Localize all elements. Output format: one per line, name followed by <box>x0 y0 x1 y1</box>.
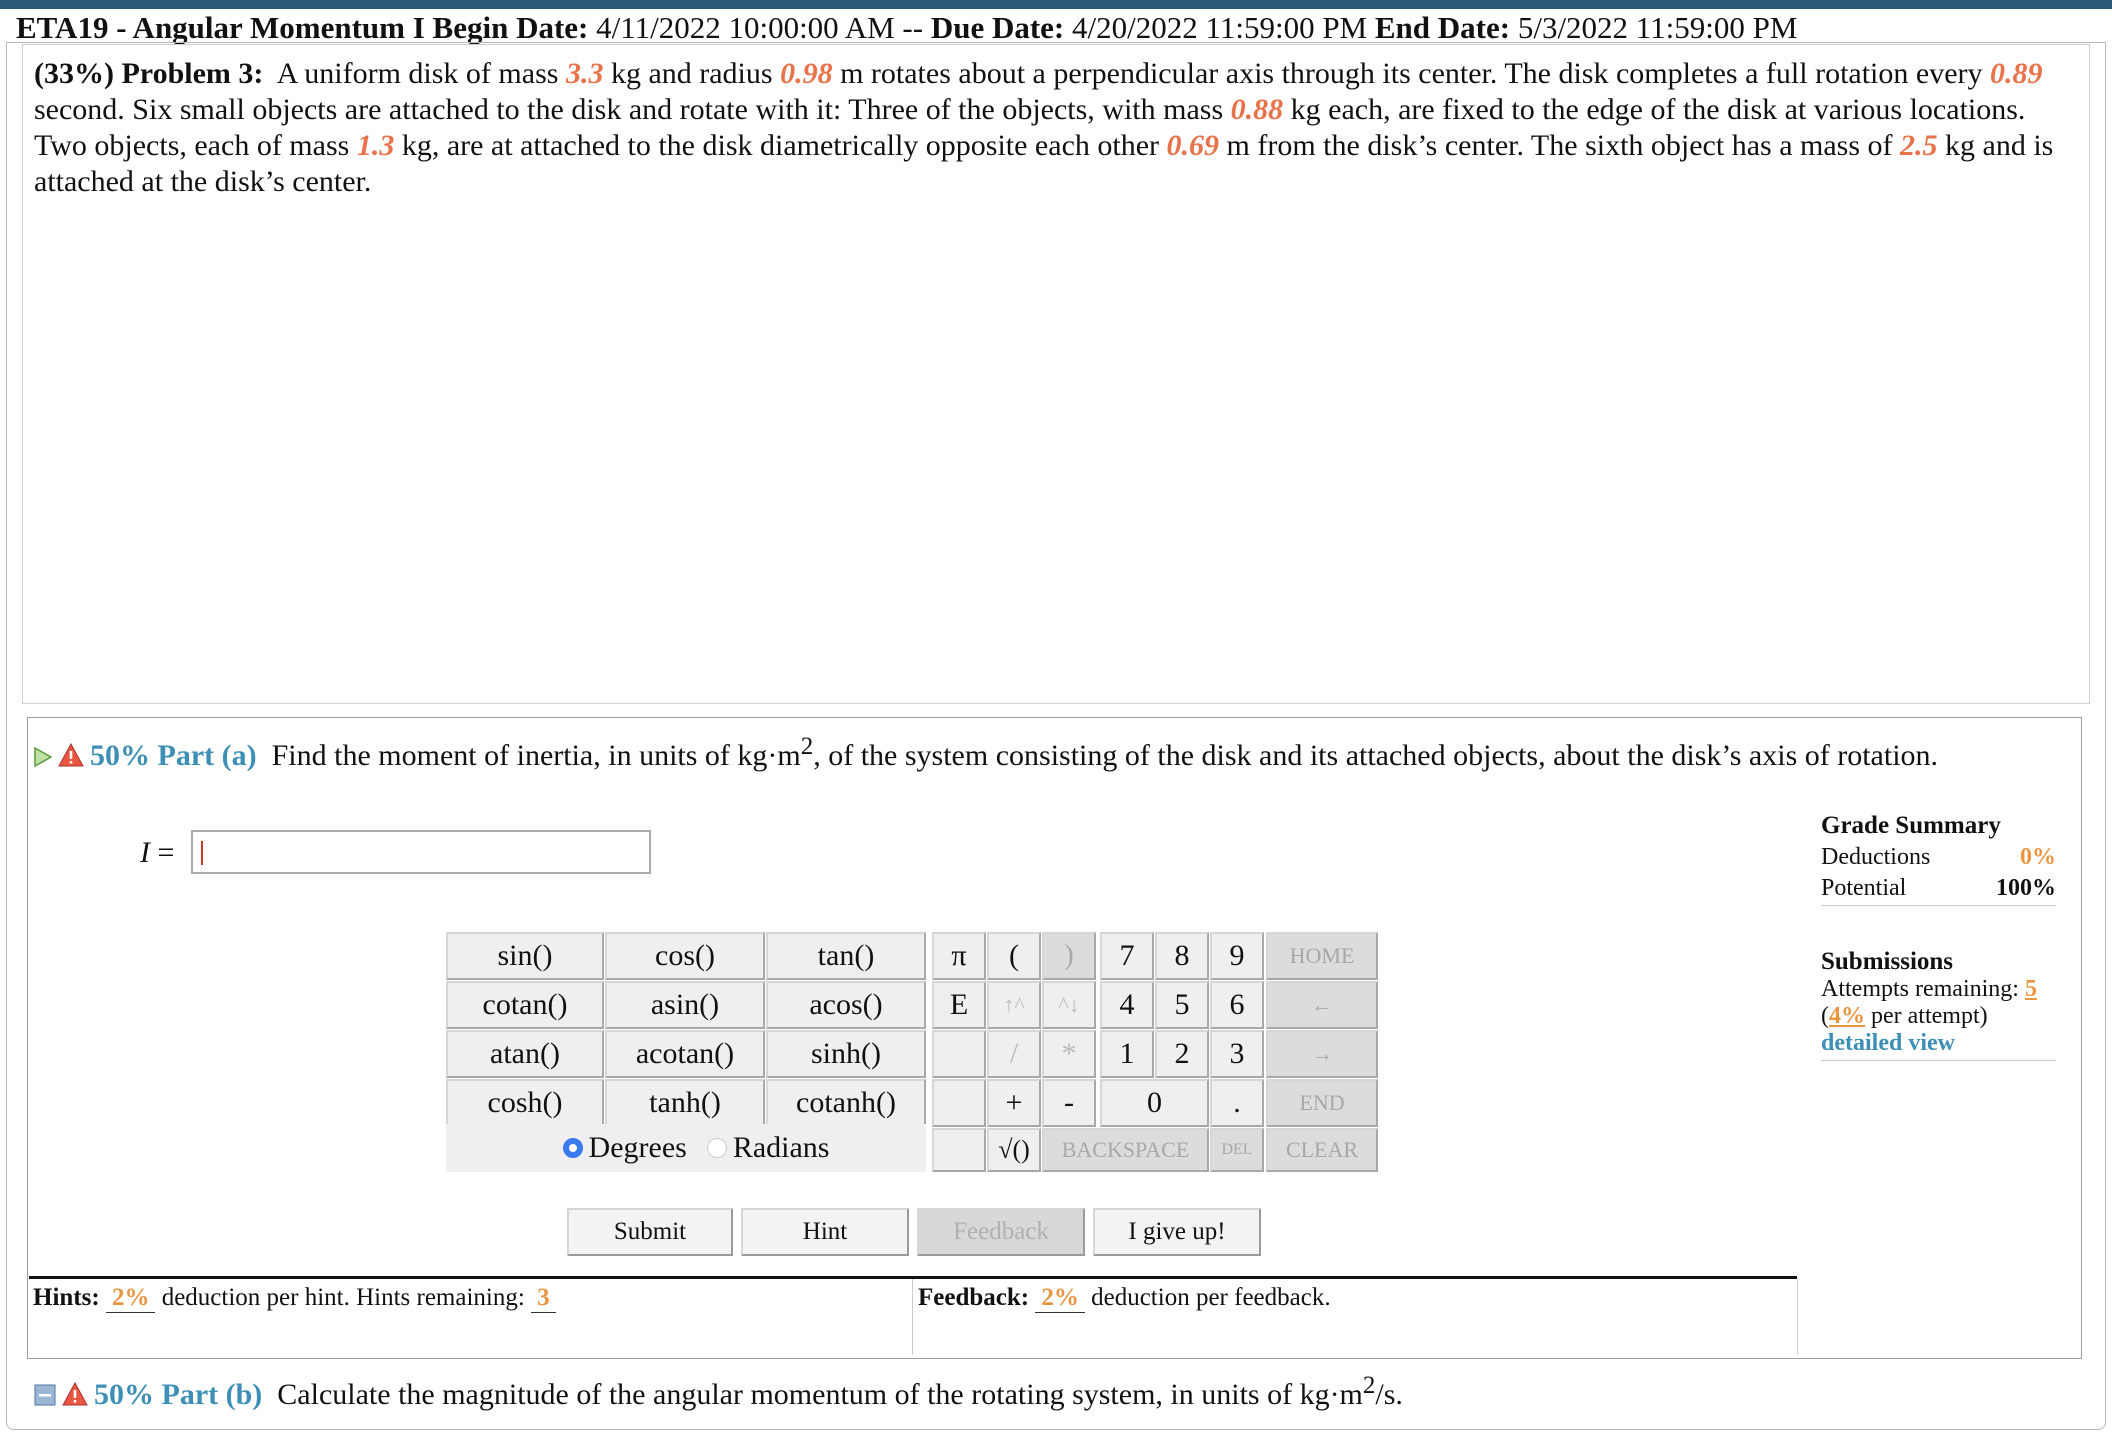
problem-label: Problem 3: <box>121 57 264 90</box>
calc-e[interactable]: E <box>932 981 986 1029</box>
assignment-name: ETA19 - Angular Momentum I <box>16 10 425 45</box>
answer-input[interactable] <box>191 830 651 874</box>
calc-pi[interactable]: π <box>932 932 986 980</box>
calc-divide[interactable]: / <box>987 1030 1041 1078</box>
calc-rparen[interactable]: ) <box>1042 932 1096 980</box>
calc-acos[interactable]: acos() <box>766 981 926 1029</box>
disk-radius-value: 0.98 <box>780 57 833 90</box>
feedback-info: Feedback: 2% deduction per feedback. <box>918 1284 1331 1311</box>
part-b-label: 50% Part (b) <box>94 1378 263 1411</box>
calc-dot[interactable]: . <box>1210 1079 1264 1127</box>
calc-blank-1 <box>932 1030 986 1078</box>
attempts-remaining: Attempts remaining: 5 <box>1821 976 2037 1002</box>
calc-up[interactable]: ↑^ <box>987 981 1041 1029</box>
disk-mass-value: 3.3 <box>565 57 604 90</box>
calc-plus[interactable]: + <box>987 1079 1041 1127</box>
calc-multiply[interactable]: * <box>1042 1030 1096 1078</box>
feedback-button[interactable]: Feedback <box>917 1208 1085 1256</box>
calc-cos[interactable]: cos() <box>605 932 765 980</box>
calc-del[interactable]: DEL <box>1210 1128 1264 1172</box>
text-cursor <box>201 841 203 865</box>
calc-0[interactable]: 0 <box>1100 1079 1209 1127</box>
calc-blank-2 <box>932 1079 986 1127</box>
calc-sin[interactable]: sin() <box>446 932 604 980</box>
calc-2[interactable]: 2 <box>1155 1030 1209 1078</box>
calc-3[interactable]: 3 <box>1210 1030 1264 1078</box>
grade-summary: Grade Summary Deductions 0% Potential 100% Submissions Attempts remaining: 5 (4% per attempt) detailed view <box>1821 812 2056 1067</box>
calc-tanh[interactable]: tanh() <box>605 1079 765 1127</box>
angle-mode: Degrees Radians <box>446 1124 926 1172</box>
submit-button[interactable]: Submit <box>567 1208 733 1256</box>
calc-4[interactable]: 4 <box>1100 981 1154 1029</box>
calc-acotan[interactable]: acotan() <box>605 1030 765 1078</box>
calc-5[interactable]: 5 <box>1155 981 1209 1029</box>
pair-distance-value: 0.69 <box>1166 129 1220 162</box>
warning-icon <box>62 1378 88 1416</box>
assignment-header: ETA19 - Angular Momentum I Begin Date: 4/11/2022 10:00:00 AM -- Due Date: 4/20/2022 11:59:00 PM End Date: 5/3/2022 11:59:00 PM <box>16 10 1798 45</box>
part-a-title: 50% Part (a) Find the moment of inertia, in units of $kg\cdot m^2$, of the system consisting of the disk and its attached objects, about the disk’s axis of rotation. <box>34 728 2044 777</box>
degrees-radio[interactable] <box>563 1138 583 1158</box>
hint-button[interactable]: Hint <box>741 1208 909 1256</box>
answer-label: I = <box>140 836 175 869</box>
calc-cosh[interactable]: cosh() <box>446 1079 604 1127</box>
calc-sinh[interactable]: sinh() <box>766 1030 926 1078</box>
per-attempt: (4% per attempt) <box>1821 1003 1988 1029</box>
calc-atan[interactable]: atan() <box>446 1030 604 1078</box>
calc-cotan[interactable]: cotan() <box>446 981 604 1029</box>
calc-asin[interactable]: asin() <box>605 981 765 1029</box>
calc-1[interactable]: 1 <box>1100 1030 1154 1078</box>
calc-8[interactable]: 8 <box>1155 932 1209 980</box>
warning-icon <box>58 739 84 777</box>
calc-tan[interactable]: tan() <box>766 932 926 980</box>
calc-cotanh[interactable]: cotanh() <box>766 1079 926 1127</box>
problem-statement: (33%) Problem 3: A uniform disk of mass 3.3 kg and radius 0.98 m rotates about a perpendicular axis through its center. The disk completes a full rotation every 0.89 second. Six small objects are attached to the disk and rotate with it: Three of the objects, with mass 0.88 kg each, are fixed to the edge of the disk at various locations. Two objects, each of mass 1.3 kg, are at attached to the disk diametrically opposite each other 0.69 m from the disk’s center. The sixth object has a mass of 2.5 kg and is attached at the disk’s center. <box>34 57 2054 198</box>
give-up-button[interactable]: I give up! <box>1093 1208 1261 1256</box>
calc-9[interactable]: 9 <box>1210 932 1264 980</box>
deductions-row: Deductions 0% <box>1821 844 2056 870</box>
collapse-icon[interactable] <box>34 1378 56 1416</box>
calc-left[interactable]: ← <box>1266 981 1378 1029</box>
calc-blank-3 <box>932 1128 986 1172</box>
calc-home[interactable]: HOME <box>1266 932 1378 980</box>
calc-right[interactable]: → <box>1266 1030 1378 1078</box>
calc-clear[interactable]: CLEAR <box>1266 1128 1378 1172</box>
calc-end[interactable]: END <box>1266 1079 1378 1127</box>
calc-minus[interactable]: - <box>1042 1079 1096 1127</box>
potential-row: Potential 100% <box>1821 875 2056 901</box>
part-a-label: 50% Part (a) <box>90 739 257 772</box>
calc-6[interactable]: 6 <box>1210 981 1264 1029</box>
part-b-title: 50% Part (b) Calculate the magnitude of the angular momentum of the rotating system, in units of $kg\cdot m^2/s$. <box>34 1367 2044 1416</box>
calc-down[interactable]: ^↓ <box>1042 981 1096 1029</box>
calc-7[interactable]: 7 <box>1100 932 1154 980</box>
edge-mass-value: 0.88 <box>1230 93 1284 126</box>
hints-divider <box>29 1276 1797 1279</box>
hints-info: Hints: 2% deduction per hint. Hints remaining: 3 <box>33 1284 556 1313</box>
expand-triangle-icon[interactable] <box>34 739 52 777</box>
detailed-view-link[interactable]: detailed view <box>1821 1030 1955 1056</box>
radians-radio[interactable] <box>707 1138 727 1158</box>
pair-mass-value: 1.3 <box>356 129 395 162</box>
center-mass-value: 2.5 <box>1900 129 1938 162</box>
calc-lparen[interactable]: ( <box>987 932 1041 980</box>
calc-backspace[interactable]: BACKSPACE <box>1042 1128 1209 1172</box>
period-value: 0.89 <box>1990 57 2043 90</box>
top-bar <box>0 0 2112 9</box>
calc-sqrt[interactable]: √() <box>987 1128 1041 1172</box>
